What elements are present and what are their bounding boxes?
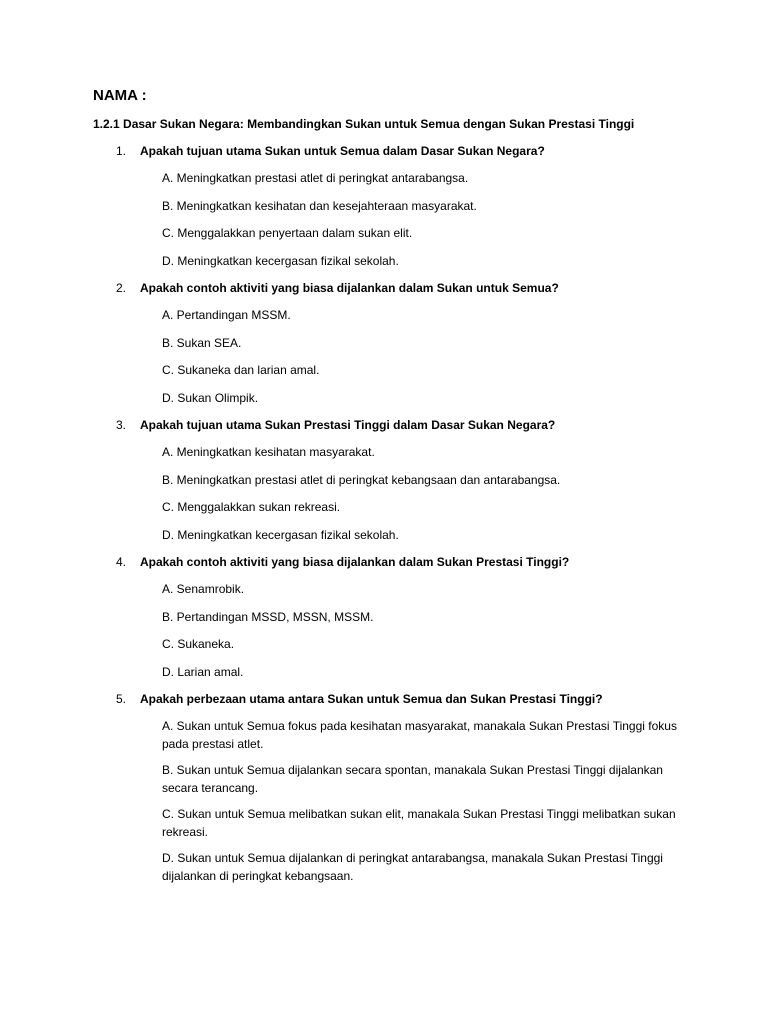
option-a: A. Pertandingan MSSM. xyxy=(162,308,291,322)
option-c: C. Menggalakkan sukan rekreasi. xyxy=(162,500,341,514)
question-5 xyxy=(0,691,768,885)
option-d: D. Meningkatkan kecergasan fizikal sekolah. xyxy=(162,527,399,542)
option-d: D. Meningkatkan kecergasan fizikal sekolah. xyxy=(162,253,399,268)
option-c: C. Sukaneka dan larian amal. xyxy=(162,363,320,377)
option-a: A. Sukan untuk Semua fokus pada kesihatan masyarakat, manakala Sukan Prestasi Tinggi fokus pada prestasi atlet. xyxy=(162,719,677,751)
option-c: C. Menggalakkan penyertaan dalam sukan elit. xyxy=(162,226,413,240)
option-list xyxy=(162,307,682,407)
question-number: 4. xyxy=(116,555,127,569)
question-1 xyxy=(0,143,768,270)
option-list xyxy=(162,718,682,885)
option-b: B. Meningkatkan kesihatan dan kesejahteraan masyarakat. xyxy=(162,198,477,213)
option-b: B. Meningkatkan prestasi atlet di peringkat kebangsaan dan antarabangsa. xyxy=(162,472,561,487)
option-list xyxy=(162,444,682,544)
question-2 xyxy=(0,280,768,407)
option-b: B. Pertandingan MSSD, MSSN, MSSM. xyxy=(162,609,374,624)
option-d: D. Sukan Olimpik. xyxy=(162,390,259,405)
question-number: 5. xyxy=(116,692,127,706)
question-text: Apakah contoh aktiviti yang biasa dijalankan dalam Sukan Prestasi Tinggi? xyxy=(140,555,570,569)
option-b: B. Sukan SEA. xyxy=(162,335,242,350)
question-text: Apakah tujuan utama Sukan Prestasi Tinggi dalam Dasar Sukan Negara? xyxy=(140,418,556,432)
question-number: 2. xyxy=(116,281,127,295)
question-3 xyxy=(0,417,768,544)
name-field-label: NAMA : xyxy=(93,87,147,104)
option-list xyxy=(162,170,682,270)
option-d: D. Sukan untuk Semua dijalankan di peringkat antarabangsa, manakala Sukan Prestasi Tinggi dijalankan di peringkat kebangsaan. xyxy=(162,851,663,883)
option-a: A. Meningkatkan prestasi atlet di peringkat antarabangsa. xyxy=(162,171,469,185)
option-d: D. Larian amal. xyxy=(162,664,244,679)
question-number: 3. xyxy=(116,418,127,432)
option-a: A. Senamrobik. xyxy=(162,582,245,596)
question-text: Apakah tujuan utama Sukan untuk Semua dalam Dasar Sukan Negara? xyxy=(140,144,545,158)
question-text: Apakah contoh aktiviti yang biasa dijalankan dalam Sukan untuk Semua? xyxy=(140,281,559,295)
option-list xyxy=(162,581,682,681)
option-c: C. Sukaneka. xyxy=(162,637,235,651)
question-number: 1. xyxy=(116,144,127,158)
question-list xyxy=(0,143,768,894)
section-title: 1.2.1 Dasar Sukan Negara: Membandingkan Sukan untuk Semua dengan Sukan Prestasi Tinggi xyxy=(93,117,635,131)
option-c: C. Sukan untuk Semua melibatkan sukan elit, manakala Sukan Prestasi Tinggi melibatkan sukan rekreasi. xyxy=(162,807,676,839)
option-b: B. Sukan untuk Semua dijalankan secara spontan, manakala Sukan Prestasi Tinggi dijalankan secara terancang. xyxy=(162,763,663,795)
option-a: A. Meningkatkan kesihatan masyarakat. xyxy=(162,445,375,459)
question-4 xyxy=(0,554,768,681)
question-text: Apakah perbezaan utama antara Sukan untuk Semua dan Sukan Prestasi Tinggi? xyxy=(140,692,603,706)
